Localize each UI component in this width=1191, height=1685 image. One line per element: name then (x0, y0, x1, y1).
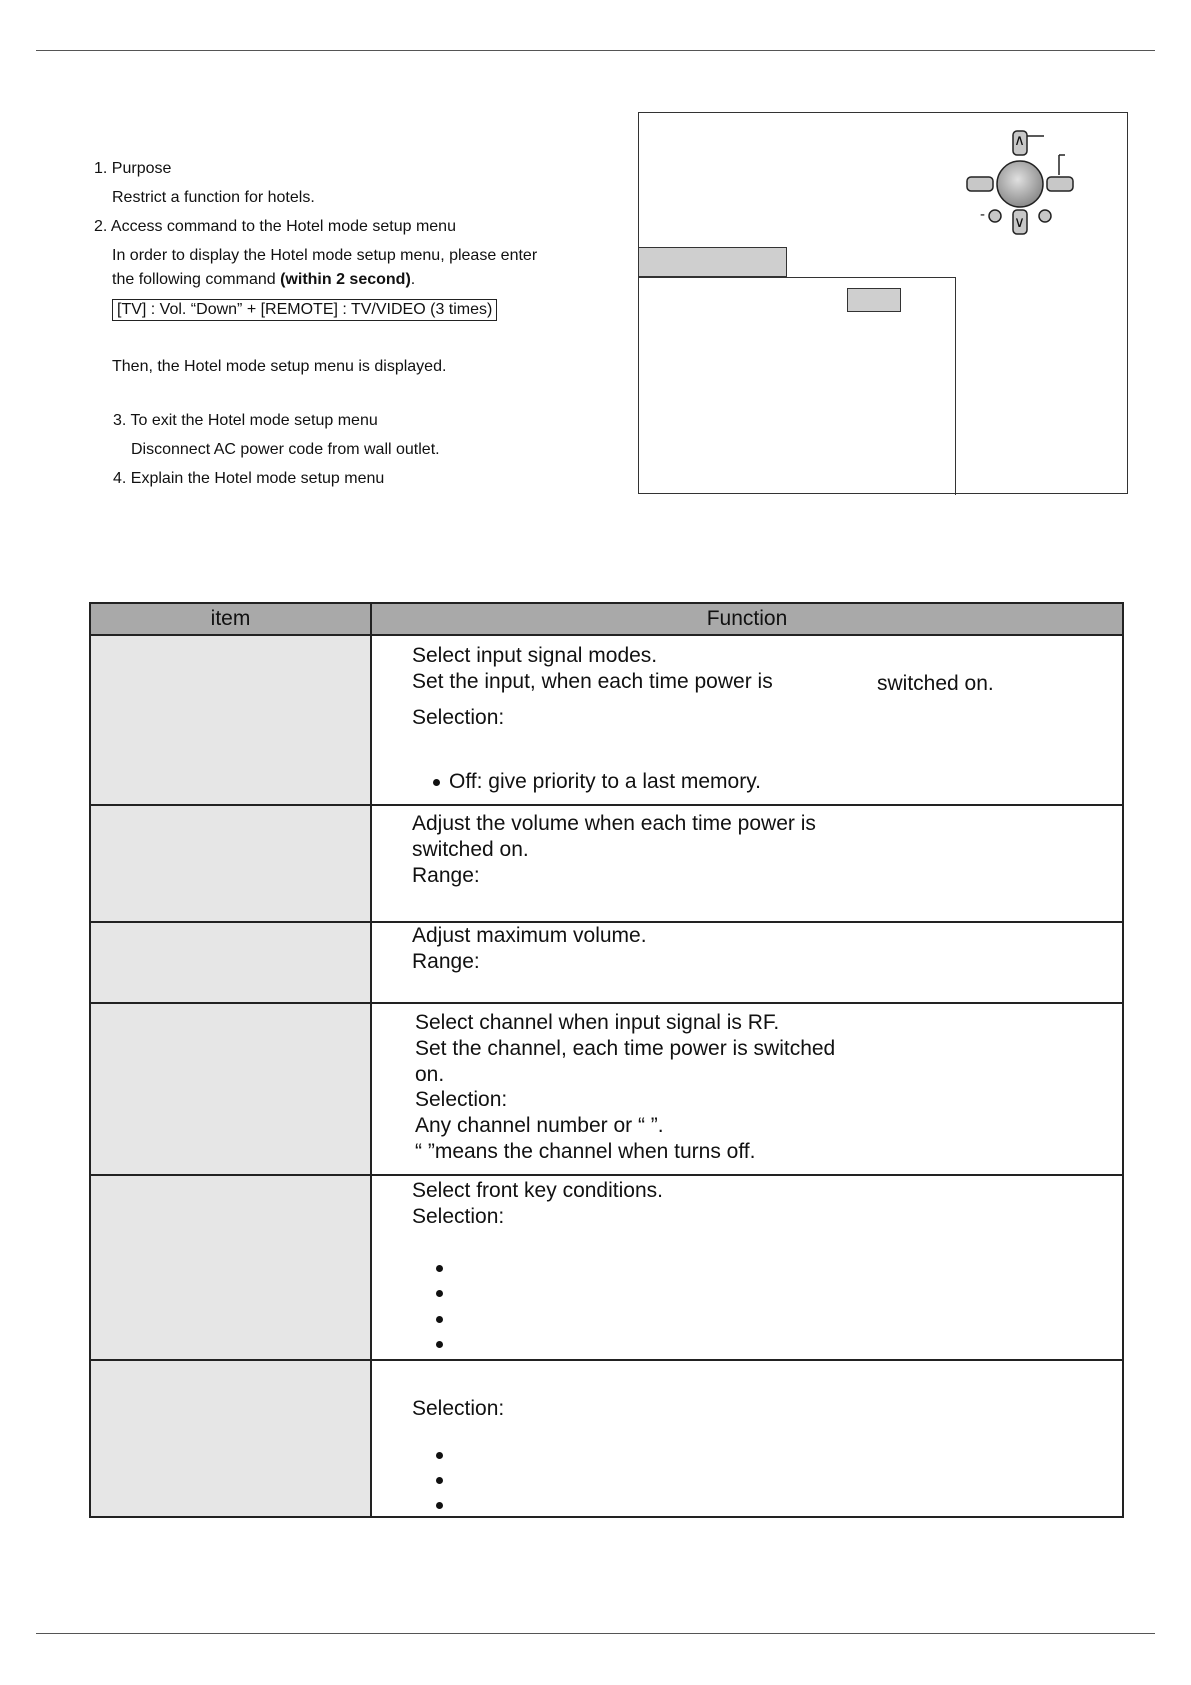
row6-line1: Selection: (412, 1397, 505, 1420)
function-cell (371, 1360, 1123, 1517)
row3-line2: Range: (412, 950, 480, 973)
row2-line2: switched on. (412, 838, 529, 861)
step1-body: Restrict a function for hotels. (112, 189, 315, 206)
row4-line5: Any channel number or “ ”. (415, 1114, 664, 1137)
function-cell (371, 1175, 1123, 1360)
bullet-dot (433, 779, 440, 786)
table-row (90, 1003, 1123, 1175)
row5-line2: Selection: (412, 1205, 505, 1228)
step3-body: Disconnect AC power code from wall outlet. (131, 441, 440, 458)
command-box: [TV] : Vol. “Down” + [REMOTE] : TV/VIDEO (3 times) (112, 299, 497, 321)
item-cell (90, 1003, 371, 1175)
row1-line3: Selection: (412, 706, 505, 729)
row4-line4: Selection: (415, 1088, 508, 1111)
bullet-dot (436, 1265, 443, 1272)
minus-sign: - (980, 206, 985, 223)
table-header-row (90, 603, 1123, 635)
item-cell (90, 922, 371, 1003)
function-cell (371, 1003, 1123, 1175)
table-row (90, 635, 1123, 805)
header-function: Function (371, 603, 1123, 635)
bullet-dot (436, 1290, 443, 1297)
function-cell (371, 635, 1123, 805)
table-row (90, 1360, 1123, 1517)
row4-line3: on. (415, 1063, 445, 1086)
up-arrow-icon: ∧ (1014, 132, 1025, 149)
row3-line1: Adjust maximum volume. (412, 924, 647, 947)
header-item: item (90, 603, 371, 635)
menu-panel (639, 277, 956, 495)
table-row (90, 1175, 1123, 1360)
function-cell (371, 922, 1123, 1003)
row2-line1: Adjust the volume when each time power is (412, 812, 816, 835)
bottom-rule (36, 1633, 1155, 1634)
step2-title: 2. Access command to the Hotel mode setup menu (94, 218, 456, 235)
menu-value-box (847, 288, 901, 312)
item-cell (90, 805, 371, 922)
row4-line1: Select channel when input signal is RF. (415, 1011, 780, 1034)
row1-line1: Select input signal modes. (412, 644, 658, 667)
table-row (90, 922, 1123, 1003)
row1-line2: Set the input, when each time power is (412, 670, 773, 693)
step2-line2-plain: the following command (112, 271, 281, 288)
step4-title: 4. Explain the Hotel mode setup menu (113, 470, 385, 487)
step3-title: 3. To exit the Hotel mode setup menu (113, 412, 378, 429)
bullet-dot (436, 1316, 443, 1323)
down-arrow-icon: ∨ (1014, 214, 1025, 231)
row1-bullet: Off: give priority to a last memory. (449, 770, 761, 793)
top-rule (36, 50, 1155, 51)
row4-line6: “ ”means the channel when turns off. (415, 1140, 756, 1163)
function-cell (371, 805, 1123, 922)
hotel-menu-diagram (638, 112, 1128, 494)
bullet-dot (436, 1502, 443, 1509)
row2-line3: Range: (412, 864, 480, 887)
row4-line2: Set the channel, each time power is switched (415, 1037, 836, 1060)
table-row (90, 805, 1123, 922)
bullet-dot (436, 1341, 443, 1348)
then-text: Then, the Hotel mode setup menu is displayed. (112, 358, 447, 375)
item-cell (90, 1360, 371, 1517)
step2-body-line1: In order to display the Hotel mode setup menu, please enter (112, 247, 538, 264)
menu-tab (639, 247, 787, 277)
step2-body-line2 (112, 271, 415, 289)
step1-title: 1. Purpose (94, 160, 172, 177)
bullet-dot (436, 1452, 443, 1459)
hotel-mode-table (89, 602, 1124, 1518)
row5-line1: Select front key conditions. (412, 1179, 663, 1202)
bullet-dot (436, 1477, 443, 1484)
step2-line2-bold: (within 2 second) (280, 271, 411, 288)
row1-line2-end: switched on. (877, 672, 994, 695)
item-cell (90, 1175, 371, 1360)
step2-line2-end: . (410, 271, 416, 288)
item-cell (90, 635, 371, 805)
